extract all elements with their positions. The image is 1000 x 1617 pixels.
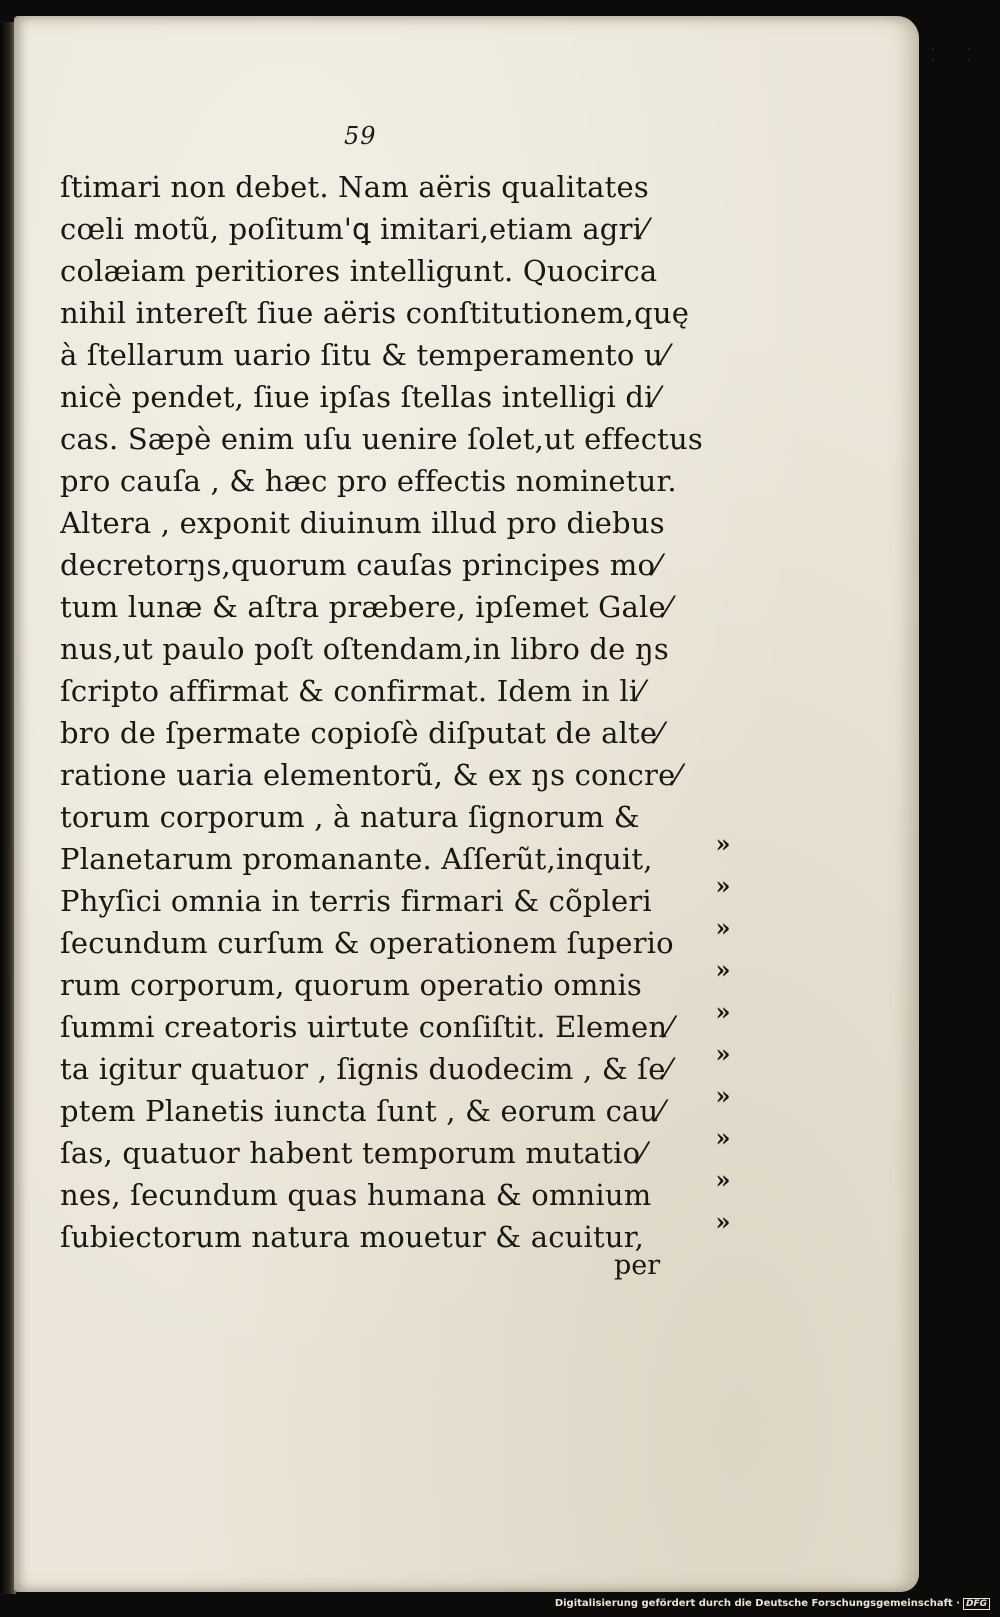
text-line: nicè pendet, ſiue ipſas ſtellas intelligi di⁄ [60, 380, 659, 414]
scan-edge-dots: · · · · [930, 44, 985, 66]
text-line: bro de ſpermate copioſè diſputat de alte⁄ [60, 716, 663, 750]
text-line: ratione uaria elementorũ, & ex ŋs concre⁄ [60, 758, 681, 792]
text-line: Planetarum promanante. Aſſerũt,inquit, [60, 842, 653, 876]
quotation-mark: » [715, 913, 731, 942]
catchword: per [614, 1250, 661, 1281]
quotation-mark: » [715, 955, 731, 984]
text-line: à ſtellarum uario ſitu & temperamento u⁄ [60, 338, 668, 372]
digitization-credit [555, 1598, 990, 1610]
text-line: colæiam peritiores intelligunt. Quocirca [60, 254, 658, 288]
text-line: cœli motũ, poſitum'ꝗ imitari,etiam agri⁄ [60, 212, 648, 246]
text-line: nes, ſecundum quas humana & omnium [60, 1178, 652, 1212]
credit-text: Digitalisierung gefördert durch die Deutsche Forschungsgemeinschaft · [554, 1598, 960, 1609]
text-line: cas. Sæpè enim uſu uenire ſolet,ut effectus [60, 422, 703, 456]
text-line: ſtimari non debet. Nam aëris qualitates [60, 170, 649, 204]
book-page [14, 16, 919, 1592]
text-line: ſubiectorum natura mouetur & acuitur, [60, 1220, 645, 1254]
quotation-mark: » [715, 871, 731, 900]
text-line: nus,ut paulo poſt oſtendam,in libro de ŋs [60, 632, 669, 666]
text-line: pro cauſa , & hæc pro effectis nominetur. [60, 464, 677, 498]
text-line: ptem Planetis iuncta ſunt , & eorum cau⁄ [60, 1094, 664, 1128]
text-line: torum corporum , à natura ſignorum & [60, 800, 640, 834]
text-line: Phyſici omnia in terris firmari & cõpleri [60, 884, 652, 918]
quotation-marks-column [708, 823, 738, 1243]
text-line: tum lunæ & aſtra præbere, ipſemet Gale⁄ [60, 590, 671, 624]
dfg-logo: DFG [963, 1598, 990, 1610]
quotation-mark: » [715, 1165, 731, 1194]
quotation-mark: » [715, 829, 731, 858]
text-line: ſas, quatuor habent temporum mutatio⁄ [60, 1136, 646, 1170]
quotation-mark: » [715, 997, 731, 1026]
page-number: 59 [344, 122, 377, 150]
text-line: ſecundum curſum & operationem ſuperio [60, 926, 674, 960]
text-line: ta igitur quatuor , ſignis duodecim , & ſe⁄ [60, 1052, 671, 1086]
text-line: Altera , exponit diuinum illud pro diebus [60, 506, 665, 540]
quotation-mark: » [715, 1207, 731, 1236]
text-line: rum corporum, quorum operatio omnis [60, 968, 643, 1002]
quotation-mark: » [715, 1081, 731, 1110]
text-line: decretorŋs,quorum cauſas principes mo⁄ [60, 548, 661, 582]
text-line: ſummi creatoris uirtute conſiſtit. Elemen⁄ [60, 1010, 673, 1044]
quotation-mark: » [715, 1123, 731, 1152]
text-line: nihil intereſt ſiue aëris conſtitutionem,quę [60, 296, 690, 330]
quotation-mark: » [715, 1039, 731, 1068]
text-line: ſcripto affirmat & confirmat. Idem in li⁄ [60, 674, 644, 708]
body-text [60, 166, 720, 1258]
